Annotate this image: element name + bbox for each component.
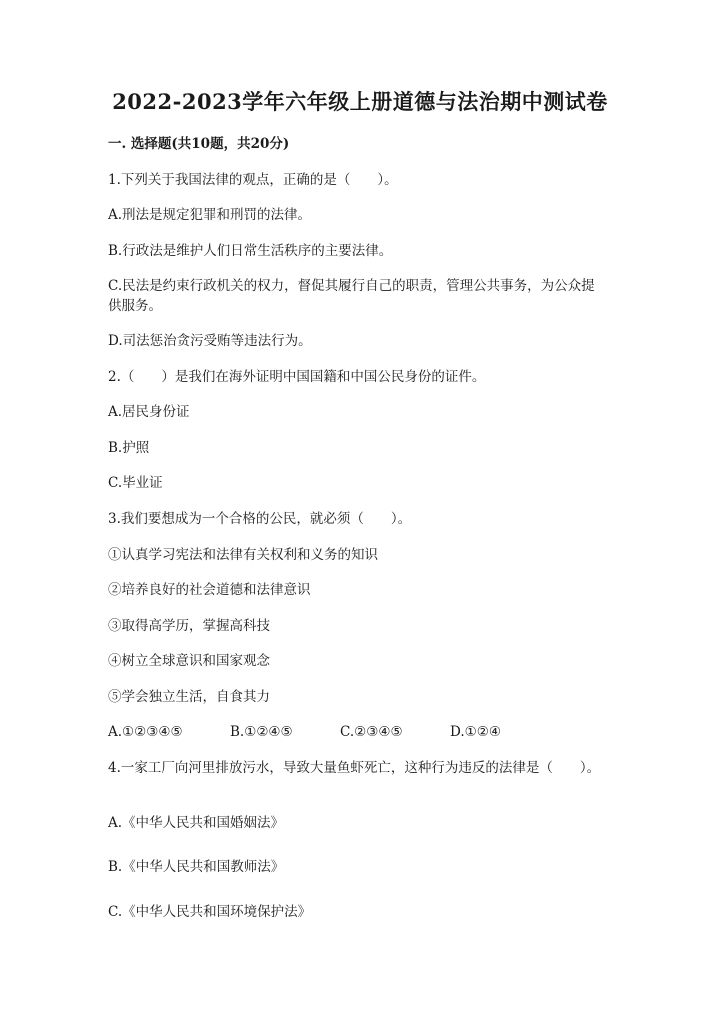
- exam-title: 2022-2023学年六年级上册道德与法治期中测试卷: [112, 89, 608, 114]
- question-1-stem: 1.下列关于我国法律的观点，正确的是（ ）。: [108, 172, 398, 188]
- section-heading: 一. 选择题(共10题，共20分): [108, 136, 290, 152]
- question-3-option-c: C.②③④⑤: [340, 724, 403, 740]
- question-2-option-c: C.毕业证: [108, 475, 163, 491]
- question-3-option-a: A.①②③④⑤: [108, 724, 183, 740]
- question-4-option-c: C.《中华人民共和国环境保护法》: [108, 904, 312, 920]
- question-4-option-a: A.《中华人民共和国婚姻法》: [108, 815, 285, 831]
- question-1-option-c: C.民法是约束行政机关的权力，督促其履行自己的职责，管理公共事务，为公众提供服务。: [108, 278, 595, 314]
- question-3-statement-3: ③取得高学历，掌握高科技: [108, 618, 270, 634]
- question-4-stem: 4.一家工厂向河里排放污水，导致大量鱼虾死亡，这种行为违反的法律是（ ）。: [108, 760, 601, 776]
- question-4-option-b: B.《中华人民共和国教师法》: [108, 859, 285, 875]
- question-2-option-b: B.护照: [108, 440, 150, 456]
- question-1-option-a: A.刑法是规定犯罪和刑罚的法律。: [108, 207, 312, 223]
- question-1-option-b: B.行政法是维护人们日常生活秩序的主要法律。: [108, 243, 393, 259]
- question-3-stem: 3.我们要想成为一个合格的公民，就必须（ ）。: [108, 511, 412, 527]
- question-3-statement-2: ②培养良好的社会道德和法律意识: [108, 582, 311, 598]
- question-3-option-d: D.①②④: [450, 724, 501, 740]
- question-3-statement-5: ⑤学会独立生活，自食其力: [108, 689, 270, 705]
- question-1-option-d: D.司法惩治贪污受贿等违法行为。: [108, 333, 312, 349]
- question-3-statement-4: ④树立全球意识和国家观念: [108, 653, 270, 669]
- question-3-option-b: B.①②④⑤: [230, 724, 293, 740]
- question-3-options-row: [108, 722, 628, 742]
- question-2-stem: 2.（ ）是我们在海外证明中国国籍和中国公民身份的证件。: [108, 369, 486, 385]
- question-2-option-a: A.居民身份证: [108, 404, 190, 420]
- question-3-statement-1: ①认真学习宪法和法律有关权利和义务的知识: [108, 547, 378, 563]
